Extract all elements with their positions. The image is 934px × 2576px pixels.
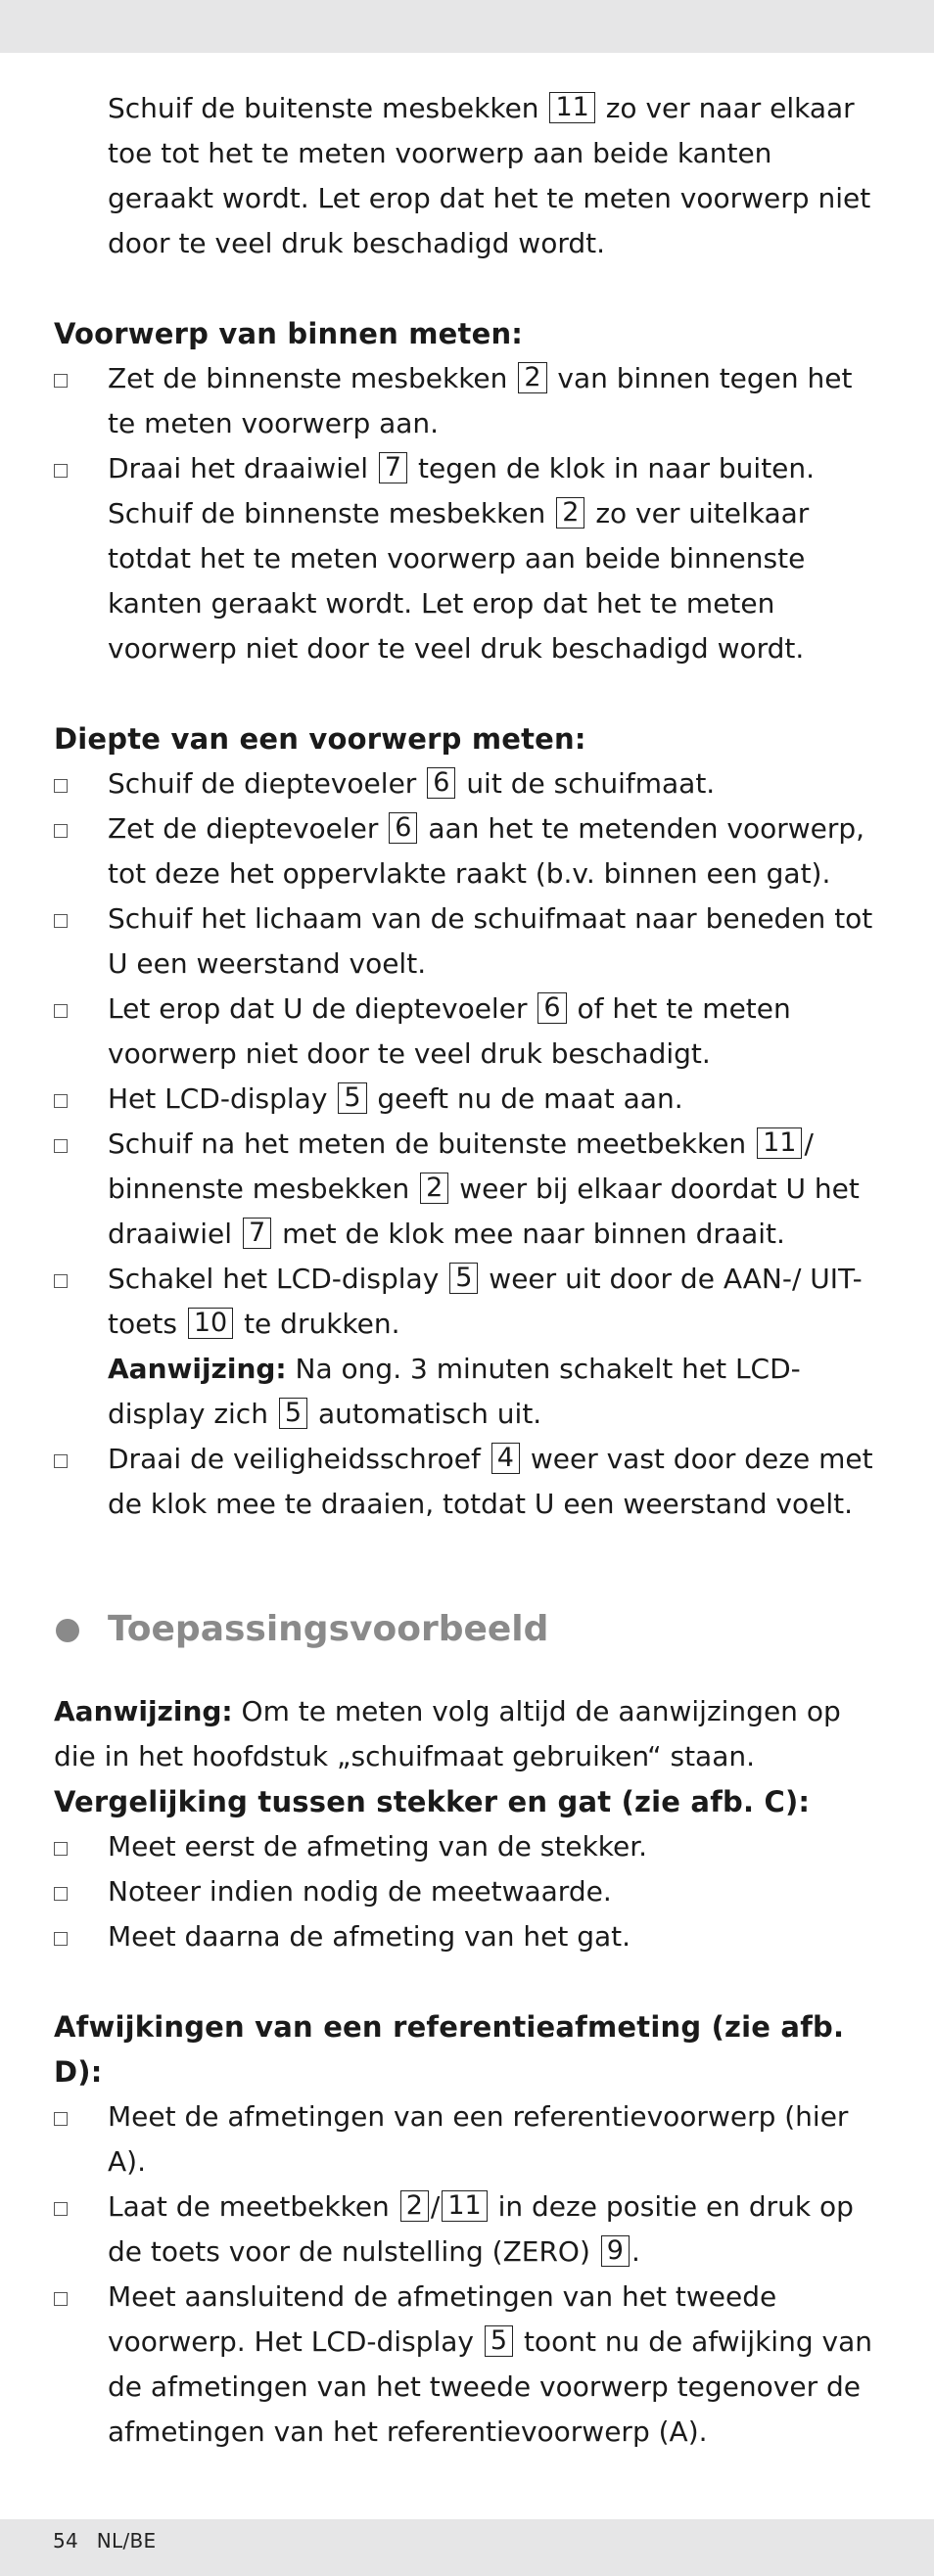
reference-number: 6 [389, 812, 417, 844]
list-item: Meet aansluitend de afmetingen van het tweede voorwerp. Het LCD-display 5 toont nu de afwijking van de afmetingen van het tweede voorwerp tegenover de afmetingen van het referentievoorwerp (A). [54, 2275, 886, 2455]
checkbox-bullet-icon [54, 1274, 68, 1288]
checkbox-bullet-icon [54, 1887, 68, 1901]
reference-number: 6 [427, 767, 455, 799]
checkbox-bullet-icon [54, 374, 68, 388]
text: Schuif de buitenste mesbekken [108, 92, 539, 124]
note-label: Aanwijzing: [108, 1353, 287, 1385]
checkbox-bullet-icon [54, 1139, 68, 1153]
intro-paragraph [54, 86, 886, 266]
list-item: Laat de meetbekken 2 / 11 in deze positie en druk op de toets voor de nulstelling (ZERO) 9 . [54, 2185, 886, 2275]
checkbox-bullet-icon [54, 824, 68, 838]
checkbox-bullet-icon [54, 2202, 68, 2216]
note-label: Aanwijzing: [54, 1695, 233, 1727]
list-item: Schuif na het meten de buitenste meetbekken 11 / binnenste mesbekken 2 weer bij elkaar doordat U het draaiwiel 7 met de klok mee naar binnen draait. [54, 1122, 886, 1257]
list-item: Draai de veiligheidsschroef 4 weer vast door deze met de klok mee te draaien, totdat U een weerstand voelt. [54, 1437, 886, 1527]
top-bar [0, 0, 934, 53]
checkbox-bullet-icon [54, 2292, 68, 2306]
checkbox-bullet-icon [54, 779, 68, 793]
reference-number: 6 [537, 992, 566, 1024]
reference-number: 9 [601, 2235, 630, 2267]
heading-deviation: Afwijkingen van een referentieafmeting (zie afb. D): [54, 2010, 845, 2089]
list-item: Draai het draaiwiel 7 tegen de klok in naar buiten. Schuif de binnenste mesbekken 2 zo ver uitelkaar totdat het te meten voorwerp aan beide binnenste kanten geraakt wordt. Let erop dat het te meten voorwerp niet door te veel druk beschadigd wordt. [54, 446, 886, 671]
checkbox-bullet-icon [54, 1004, 68, 1018]
list-item: Meet de afmetingen van een referentievoorwerp (hier A). [54, 2094, 886, 2185]
checkbox-bullet-icon [54, 914, 68, 928]
reference-number: 5 [485, 2325, 513, 2357]
list-item: Let erop dat U de dieptevoeler 6 of het te meten voorwerp niet door te veel druk beschadigt. [54, 987, 886, 1077]
list-item: Meet eerst de afmeting van de stekker. [54, 1824, 886, 1869]
section-title: Toepassingsvoorbeeld [54, 1605, 886, 1654]
section-bullet-icon [56, 1619, 79, 1642]
reference-number: 2 [420, 1173, 448, 1204]
checkbox-bullet-icon [54, 464, 68, 478]
reference-number: 2 [556, 497, 584, 529]
reference-number: 11 [549, 92, 594, 123]
page-content [54, 86, 886, 2455]
text: zo ver naar elkaar toe tot het te meten voorwerp aan beide kanten geraakt wordt. Let erop dat het te meten voorwerp niet door te veel druk beschadigd wordt. [108, 92, 871, 259]
heading-inner-measure: Voorwerp van binnen meten: [54, 317, 524, 350]
reference-number: 5 [338, 1082, 366, 1114]
list-item: Meet daarna de afmeting van het gat. [54, 1914, 886, 1959]
reference-number: 2 [400, 2190, 429, 2222]
list-item: Zet de dieptevoeler 6 aan het te metenden voorwerp, tot deze het oppervlakte raakt (b.v. binnen een gat). [54, 806, 886, 897]
reference-number: 5 [449, 1263, 478, 1294]
application-note: Aanwijzing: Om te meten volg altijd de aanwijzingen op die in het hoofdstuk „schuifmaat gebruiken“ staan. [54, 1695, 841, 1772]
reference-number: 4 [491, 1443, 520, 1474]
compare-list [54, 1824, 886, 1959]
reference-number: 7 [379, 452, 407, 483]
heading-depth-measure: Diepte van een voorwerp meten: [54, 722, 586, 756]
checkbox-bullet-icon [54, 1454, 68, 1468]
reference-number: 10 [188, 1308, 233, 1339]
list-item: Schuif de dieptevoeler 6 uit de schuifmaat. [54, 761, 886, 806]
list-item: Zet de binnenste mesbekken 2 van binnen tegen het te meten voorwerp aan. [54, 356, 886, 446]
checkbox-bullet-icon [54, 1932, 68, 1946]
checkbox-bullet-icon [54, 1094, 68, 1108]
reference-number: 5 [279, 1398, 307, 1429]
page-number: 54 [53, 2529, 79, 2553]
reference-number: 7 [243, 1218, 271, 1249]
list-item: Het LCD-display 5 geeft nu de maat aan. [54, 1077, 886, 1122]
language-code: NL/BE [96, 2529, 157, 2553]
deviation-list [54, 2094, 886, 2455]
reference-number: 11 [757, 1127, 802, 1159]
list-item: Schuif het lichaam van de schuifmaat naar beneden tot U een weerstand voelt. [54, 897, 886, 987]
page-footer [53, 2529, 167, 2553]
list-item: Schakel het LCD-display 5 weer uit door de AAN-/ UIT-toets 10 te drukken. Aanwijzing: Na ong. 3 minuten schakelt het LCD-display zich 5 automatisch uit. [54, 1257, 886, 1437]
checkbox-bullet-icon [54, 2112, 68, 2126]
reference-number: 11 [442, 2190, 487, 2222]
inner-measure-list [54, 356, 886, 671]
heading-compare: Vergelijking tussen stekker en gat (zie afb. C): [54, 1785, 811, 1818]
depth-measure-list [54, 761, 886, 1527]
reference-number: 2 [518, 362, 546, 393]
list-item: Noteer indien nodig de meetwaarde. [54, 1869, 886, 1914]
checkbox-bullet-icon [54, 1842, 68, 1856]
